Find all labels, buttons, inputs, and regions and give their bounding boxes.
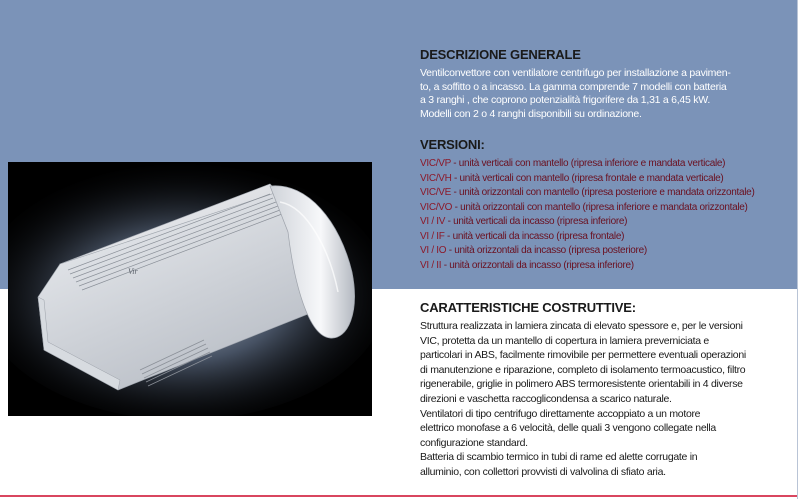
version-description: - unità orizzontali da incasso (ripresa inferiore) — [441, 259, 634, 271]
version-code: VIC/VE — [420, 187, 451, 198]
version-code: VIC/VO — [420, 201, 453, 213]
construction-features-heading: CARATTERISTICHE COSTRUTTIVE: — [420, 300, 636, 315]
description-line: a 3 ranghi , che coprono potenzialità frigorifere da 1,31 a 6,45 kW. — [420, 94, 711, 107]
features-line: Ventilatori di tipo centrifugo direttamente accoppiato a un motore — [420, 407, 701, 420]
version-code: VI / IV — [420, 216, 446, 227]
features-line: direzioni e vaschetta raccoglicondensa a scarico naturale. — [420, 392, 672, 405]
features-line: configurazione standard. — [420, 436, 528, 449]
version-description: - unità verticali da incasso (ripresa frontale) — [444, 230, 625, 242]
construction-features-section — [420, 300, 792, 480]
version-code: VI / IO — [420, 245, 447, 256]
description-line: Modelli con 2 o 4 ranghi disponibili su ordinazione. — [420, 107, 642, 120]
description-line: Ventilconvettore con ventilatore centrifugo per installazione a pavimen- — [420, 67, 731, 79]
versions-heading: VERSIONI: — [420, 137, 485, 152]
versions-section — [420, 137, 792, 273]
version-code: VIC/VP — [420, 158, 451, 169]
fan-coil-unit-illustration — [8, 162, 372, 416]
version-item — [420, 259, 792, 274]
version-item — [420, 201, 792, 216]
description-line: to, a soffitto o a incasso. La gamma comprende 7 modelli con batteria — [420, 80, 727, 93]
product-photo — [8, 162, 372, 416]
version-description: - unità orizzontali con mantello (ripresa posteriore e mandata orizzontale) — [451, 187, 755, 198]
features-line: di manutenzione e riparazione, completo di isolamento termoacustico, filtro — [420, 363, 746, 376]
version-item — [420, 244, 792, 259]
version-description: - unità verticali con mantello (ripresa frontale e mandata verticale) — [451, 172, 724, 184]
features-line: elettrico monofase a 6 velocità, delle quali 3 vengono collegate nella — [420, 422, 716, 435]
version-code: VI / II — [420, 259, 442, 271]
version-description: - unità orizzontali da incasso (ripresa posteriore) — [446, 245, 647, 256]
features-line: particolari in ABS, facilmente rimovibile per permettere eventuali operazioni — [420, 349, 746, 362]
version-description: - unità verticali da incasso (ripresa inferiore) — [445, 216, 628, 227]
version-item — [420, 186, 792, 201]
version-description: - unità verticali con mantello (ripresa inferiore e mandata verticale) — [450, 158, 726, 169]
version-item — [420, 172, 792, 187]
version-code: VIC/VH — [420, 172, 452, 184]
page-right-edge — [797, 0, 805, 499]
features-line: VIC, protetta da un mantello di copertura in lamiera preverniciata e — [420, 334, 709, 347]
version-description: - unità orizzontali con mantello (ripresa inferiore e mandata orizzontale) — [452, 201, 748, 213]
features-line: alluminio, con collettori provvisti di valvolina di sfiato aria. — [420, 465, 666, 478]
general-description-heading: DESCRIZIONE GENERALE — [420, 47, 581, 62]
version-code: VI / IF — [420, 230, 445, 242]
features-line: Struttura realizzata in lamiera zincata di elevato spessore e, per le versioni — [420, 320, 743, 332]
version-item — [420, 215, 792, 230]
features-line: rigenerabile, griglie in polimero ABS termoresistente orientabili in 4 diverse — [420, 378, 743, 391]
version-item — [420, 230, 792, 245]
version-item — [420, 157, 792, 172]
features-line: Batteria di scambio termico in tubi di rame ed alette corrugate in — [420, 451, 698, 464]
general-description-section — [420, 47, 792, 121]
bottom-accent-line — [0, 495, 797, 497]
brand-mark: Vir — [128, 267, 138, 276]
